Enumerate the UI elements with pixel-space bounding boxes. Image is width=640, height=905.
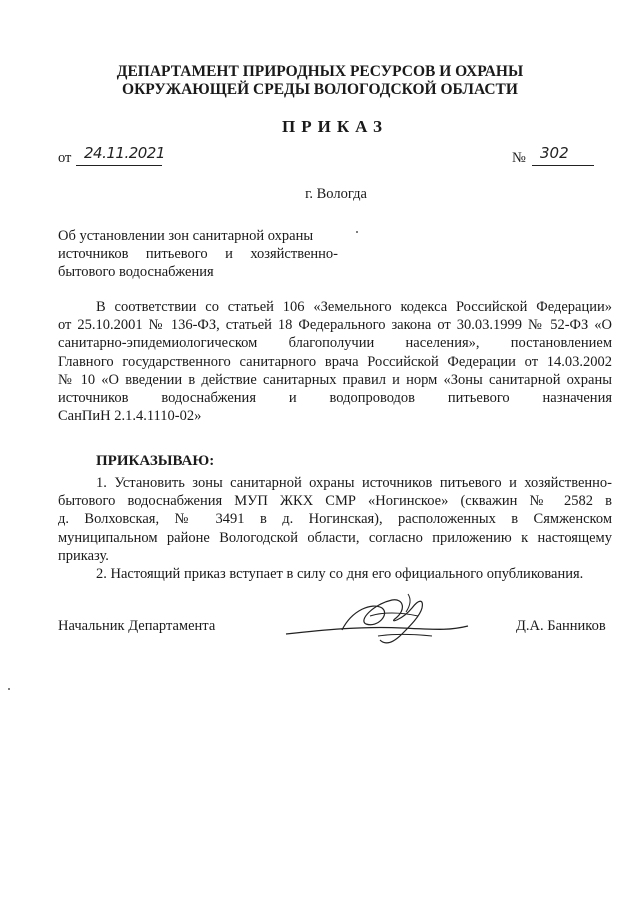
order-line: приказу. <box>58 547 109 564</box>
order-heading: ПРИКАЗЫВАЮ: <box>96 453 215 469</box>
org-name-line-1: ДЕПАРТАМЕНТ ПРИРОДНЫХ РЕСУРСОВ И ОХРАНЫ <box>116 63 524 80</box>
preamble-line: санитарно-эпидемиологическом благополучии населения», постановлением <box>58 335 612 352</box>
order-line: бытового водоснабжения МУП ЖКХ СМР «Ногинское» (скважин № 2582 в <box>58 493 612 510</box>
preamble-line: источников водоснабжения и водопроводов питьевого назначения <box>58 390 612 407</box>
handwritten-number: 302 <box>532 144 594 166</box>
handwritten-date: 24.11.2021 <box>76 144 162 166</box>
city: г. Вологда <box>305 186 367 202</box>
preamble-line: от 25.10.2001 № 136-ФЗ, статьей 18 Федерального закона от 30.03.1999 № 52-ФЗ «О <box>58 317 612 334</box>
preamble-line: Главного государственного санитарного врача Российской Федерации от 14.03.2002 <box>58 353 612 370</box>
handwritten-signature <box>282 590 472 650</box>
signatory-name: Д.А. Банников <box>516 618 606 634</box>
preamble-paragraph <box>58 298 612 425</box>
order-line: д. Волховская, № 3491 в д. Ногинская), расположенных в Сямженском <box>58 511 612 528</box>
order-paragraphs <box>58 474 612 583</box>
subject-line: Об установлении зон санитарной охраны <box>58 228 314 244</box>
signatory-title: Начальник Департамента <box>58 618 216 634</box>
date-label: от <box>58 150 72 166</box>
number-label: № <box>512 150 526 166</box>
subject-line: бытового водоснабжения <box>58 264 214 280</box>
scan-speck <box>356 231 358 233</box>
preamble-line: № 10 «О введении в действие санитарных правил и норм «Зоны санитарной охраны <box>58 371 612 388</box>
preamble-line: СанПиН 2.1.4.1110-02» <box>58 408 202 425</box>
subject-line: источников питьевого и хозяйственно- <box>58 246 338 262</box>
document-type-title: ПРИКАЗ <box>282 117 388 136</box>
order-line: 2. Настоящий приказ вступает в силу со дня его официального опубликования. <box>96 566 584 583</box>
scan-speck <box>8 688 10 690</box>
preamble-line: В соответствии со статьей 106 «Земельного кодекса Российской Федерации» <box>96 299 612 315</box>
subject-block <box>58 227 338 281</box>
order-line: 1. Установить зоны санитарной охраны источников питьевого и хозяйственно- <box>96 475 612 491</box>
org-name-line-2: ОКРУЖАЮЩЕЙ СРЕДЫ ВОЛОГОДСКОЙ ОБЛАСТИ <box>122 81 518 98</box>
order-line: муниципальном районе Вологодской области, согласно приложению к настоящему <box>58 529 612 546</box>
